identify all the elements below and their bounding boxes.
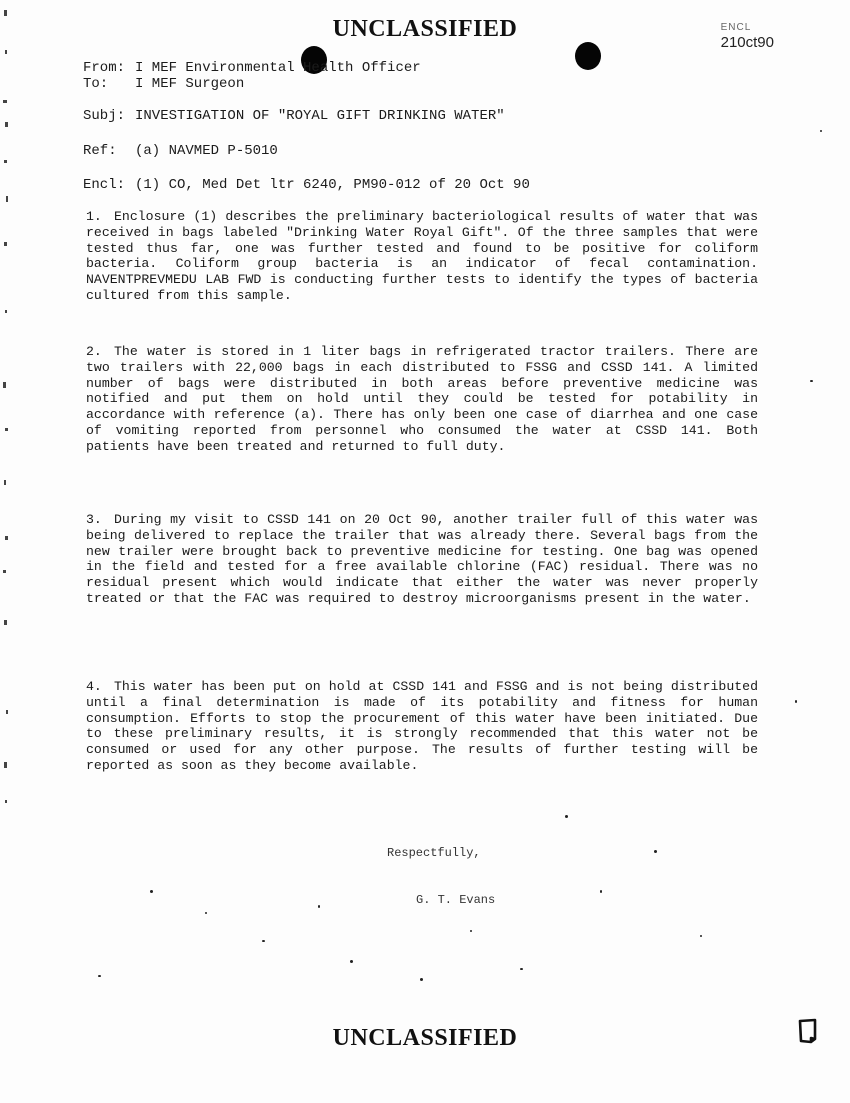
scan-speck [470,930,472,932]
reference-label: Ref: [83,143,117,159]
punch-hole-right [575,42,601,70]
date-code-value: 210ct90 [720,34,774,51]
scan-speck [98,975,101,977]
paragraph-3-number: 3. [86,512,102,527]
from-value: I MEF Environmental Health Officer [135,60,421,76]
enclosure-value: (1) CO, Med Det ltr 6240, PM90-012 of 20 Oct 90 [135,177,530,193]
paragraph-1 [86,209,758,304]
scan-speck [654,850,657,853]
scan-speck [150,890,153,893]
subject-label: Subj: [83,108,126,124]
to-value: I MEF Surgeon [135,76,245,92]
scan-speck [350,960,353,963]
subject-line [83,108,505,124]
paragraph-4-number: 4. [86,679,102,694]
date-code [721,20,774,50]
scan-speck [820,130,822,132]
scan-speck [795,700,797,703]
reference-value: (a) NAVMED P-5010 [135,143,278,159]
subject-value: INVESTIGATION OF "ROYAL GIFT DRINKING WATER" [135,108,505,124]
scan-speck [318,905,320,908]
scan-speck [262,940,265,942]
scan-speck [565,815,568,818]
bookmark-mark-icon [796,1018,820,1044]
from-label: From: [83,60,126,76]
paragraph-1-text: Enclosure (1) describes the preliminary bacteriological results of water that was received in bags labeled "Drinking Water Royal Gift". Of the three samples that were tested thus far, one was further tested and found to be positive for coliform bacteria. Coliform group bacteria is an indicator of fecal contamination. NAVENTPREVMEDU LAB FWD is conducting further tests to identify the types of bacteria cultured from this sample. [86,209,758,303]
scan-speck [205,912,207,914]
from-line [83,60,421,76]
scan-speck [420,978,423,981]
paragraph-4-text: This water has been put on hold at CSSD 141 and FSSG and is not being distributed until a final determination is made of its potability and fitness for human consumption. Efforts to stop the procurement of this water have been initiated. Due to these preliminary results, it is strongly recommended that this water not be consumed or used for any other purpose. The results of further testing will be reported as soon as they become available. [86,679,758,773]
paragraph-1-number: 1. [86,209,102,224]
classification-top: UNCLASSIFIED [332,16,518,42]
scan-speck [700,935,702,937]
paragraph-2-text: The water is stored in 1 liter bags in refrigerated tractor trailers. There are two trailers with 22,000 bags in each distributed to FSSG and CSSD 141. A limited number of bags were distributed in both areas before preventive medicine was notified and put them on hold until they could be tested for potability in accordance with reference (a). There has only been one case of diarrhea and one case of vomiting reported from personnel who consumed the water at CSSD 141. Both patients have been treated and returned to full duty. [86,344,758,454]
enclosure-label: Encl: [83,177,126,193]
scan-speck [600,890,602,893]
scan-speck [520,968,523,970]
classification-bottom: UNCLASSIFIED [332,1025,518,1051]
reference-line [83,143,278,159]
scan-speck [810,380,813,382]
paragraph-2-number: 2. [86,344,102,359]
left-edge-scan-artifacts [2,10,12,820]
signature-name: G. T. Evans [416,893,496,907]
paragraph-3-text: During my visit to CSSD 141 on 20 Oct 90, another trailer full of this water was being delivered to replace the trailer that was already there. Several bags from the new trailer were brought back to preventive medicine for testing. One bag was opened in the field and tested for a free available chlorine (FAC) residual. There was no residual present which would indicate that either the water was never properly treated or that the FAC was required to destroy microorganisms present in the water. [86,512,758,606]
corner-faint-label: ENCL [720,22,752,33]
to-line [83,76,244,92]
paragraph-2 [86,344,758,455]
paragraph-3 [86,512,758,607]
enclosure-line [83,177,530,193]
to-label: To: [83,76,109,92]
paragraph-4 [86,679,758,774]
closing-salutation: Respectfully, [387,846,481,860]
